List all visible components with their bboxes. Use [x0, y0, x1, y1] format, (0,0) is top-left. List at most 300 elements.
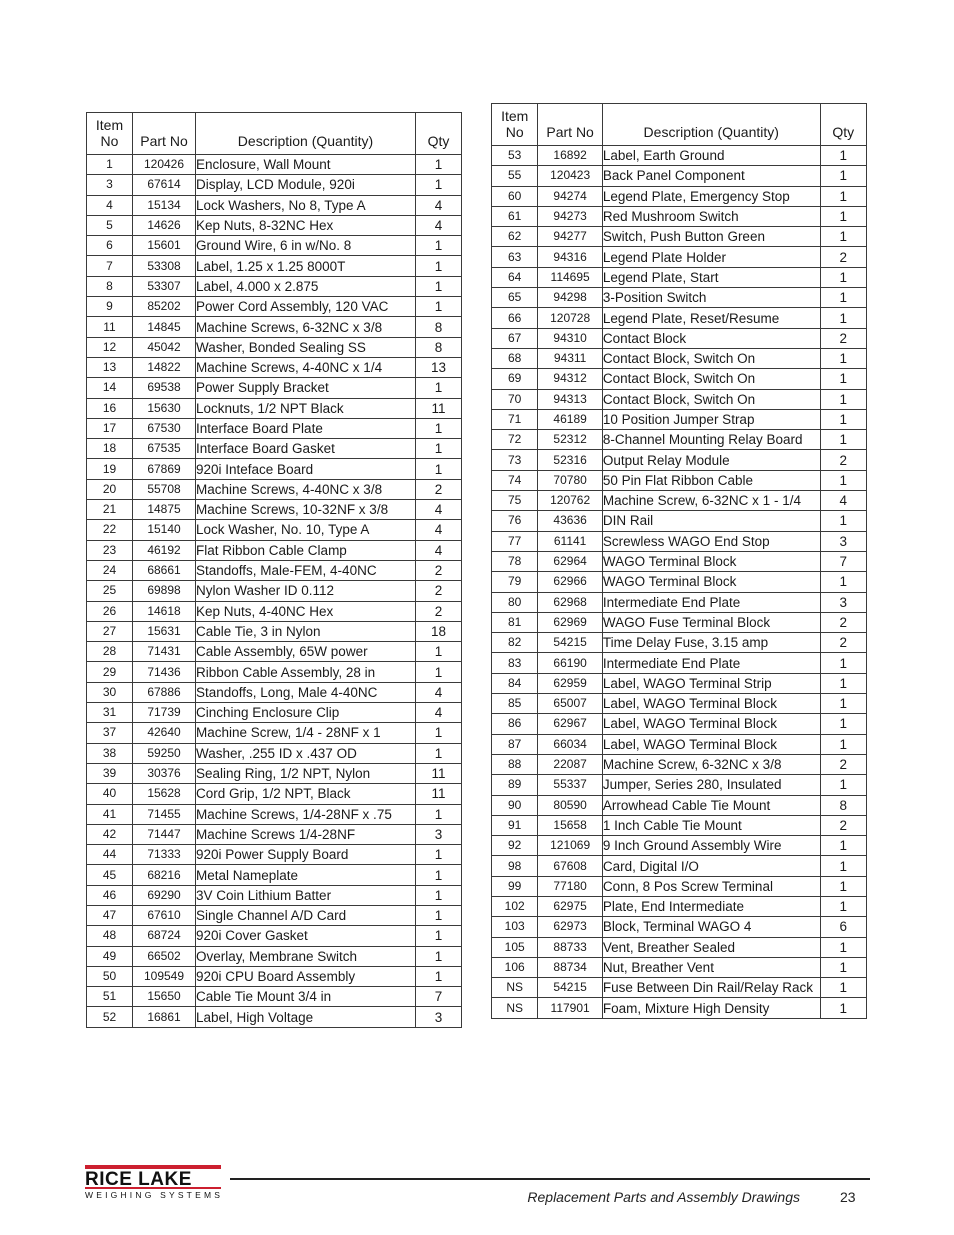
item-no-cell: 61: [492, 206, 538, 226]
item-no-cell: 24: [87, 560, 133, 580]
item-no-cell: 105: [492, 937, 538, 957]
part-no-cell: 14618: [133, 601, 196, 621]
item-no-cell: 47: [87, 905, 133, 925]
part-no-cell: 14626: [133, 215, 196, 235]
item-no-cell: 26: [87, 601, 133, 621]
table-row: [87, 703, 462, 723]
item-no-cell: 72: [492, 430, 538, 450]
table-row: [492, 957, 867, 977]
qty-cell: 8: [416, 317, 462, 337]
item-no-cell: 64: [492, 267, 538, 287]
item-no-cell: 5: [87, 215, 133, 235]
description-cell: Washer, Bonded Sealing SS: [196, 337, 416, 357]
item-no-cell: 84: [492, 673, 538, 693]
item-no-cell: 28: [87, 642, 133, 662]
part-no-cell: 67610: [133, 905, 196, 925]
item-no-cell: 7: [87, 256, 133, 276]
table-row: [492, 328, 867, 348]
description-cell: Locknuts, 1/2 NPT Black: [196, 398, 416, 418]
qty-cell: 3: [820, 531, 866, 551]
table-row: [492, 896, 867, 916]
item-no-cell: 60: [492, 186, 538, 206]
part-no-cell: 94316: [538, 247, 603, 267]
part-no-cell: 94298: [538, 288, 603, 308]
qty-cell: 4: [416, 540, 462, 560]
item-no-cell: 90: [492, 795, 538, 815]
description-cell: Card, Digital I/O: [602, 856, 820, 876]
item-no-cell: 76: [492, 511, 538, 531]
table-row: [87, 1007, 462, 1027]
item-no-cell: 50: [87, 966, 133, 986]
part-no-cell: 15630: [133, 398, 196, 418]
part-no-cell: 117901: [538, 998, 603, 1018]
description-cell: Kep Nuts, 4-40NC Hex: [196, 601, 416, 621]
qty-cell: 13: [416, 357, 462, 377]
part-no-cell: 71436: [133, 662, 196, 682]
part-no-cell: 52312: [538, 430, 603, 450]
table-row: [492, 734, 867, 754]
part-no-cell: 71333: [133, 845, 196, 865]
item-no-cell: 80: [492, 592, 538, 612]
qty-cell: 1: [416, 966, 462, 986]
item-no-cell: 44: [87, 845, 133, 865]
part-no-cell: 52316: [538, 450, 603, 470]
table-row: [87, 520, 462, 540]
part-no-cell: 71447: [133, 824, 196, 844]
qty-cell: 2: [820, 815, 866, 835]
item-no-cell: 74: [492, 470, 538, 490]
qty-cell: 2: [820, 633, 866, 653]
item-no-cell: 92: [492, 836, 538, 856]
table-row: [87, 946, 462, 966]
part-no-cell: 43636: [538, 511, 603, 531]
table-row: [87, 439, 462, 459]
part-no-cell: 120423: [538, 166, 603, 186]
description-cell: Overlay, Membrane Switch: [196, 946, 416, 966]
table-row: [87, 662, 462, 682]
item-no-cell: 45: [87, 865, 133, 885]
part-no-cell: 54215: [538, 978, 603, 998]
part-no-cell: 65007: [538, 694, 603, 714]
item-no-cell: 25: [87, 581, 133, 601]
qty-cell: 1: [820, 775, 866, 795]
part-no-cell: 15628: [133, 784, 196, 804]
description-cell: Lock Washer, No. 10, Type A: [196, 520, 416, 540]
page-number: 23: [840, 1189, 856, 1205]
part-no-cell: 120728: [538, 308, 603, 328]
qty-cell: 1: [820, 511, 866, 531]
item-no-cell: 78: [492, 551, 538, 571]
table-row: [492, 795, 867, 815]
item-no-cell: 11: [87, 317, 133, 337]
qty-cell: 1: [820, 734, 866, 754]
table-row: [87, 682, 462, 702]
item-no-cell: 102: [492, 896, 538, 916]
description-cell: Label, WAGO Terminal Block: [602, 714, 820, 734]
description-cell: Machine Screws 1/4-28NF: [196, 824, 416, 844]
item-no-cell: 48: [87, 926, 133, 946]
item-no-cell: 83: [492, 653, 538, 673]
table-row: [492, 978, 867, 998]
description-cell: WAGO Terminal Block: [602, 551, 820, 571]
qty-cell: 2: [820, 247, 866, 267]
qty-cell: 1: [416, 743, 462, 763]
part-no-cell: 15658: [538, 815, 603, 835]
table-row: [492, 694, 867, 714]
table-row: [87, 642, 462, 662]
qty-cell: 1: [820, 389, 866, 409]
col-header-desc: Description (Quantity): [196, 113, 416, 155]
item-no-cell: 66: [492, 308, 538, 328]
part-no-cell: 68724: [133, 926, 196, 946]
table-row: [492, 389, 867, 409]
part-no-cell: 62975: [538, 896, 603, 916]
description-cell: Fuse Between Din Rail/Relay Rack: [602, 978, 820, 998]
description-cell: Screwless WAGO End Stop: [602, 531, 820, 551]
description-cell: Label, WAGO Terminal Block: [602, 694, 820, 714]
table-row: [87, 236, 462, 256]
item-no-cell: 39: [87, 763, 133, 783]
description-cell: Standoffs, Long, Male 4-40NC: [196, 682, 416, 702]
part-no-cell: 69538: [133, 378, 196, 398]
description-cell: Cable Tie, 3 in Nylon: [196, 621, 416, 641]
qty-cell: 1: [820, 288, 866, 308]
qty-cell: 1: [416, 804, 462, 824]
table-row: [492, 308, 867, 328]
qty-cell: 1: [416, 256, 462, 276]
table-row: [492, 227, 867, 247]
qty-cell: 7: [416, 987, 462, 1007]
table-row: [492, 348, 867, 368]
item-no-cell: 16: [87, 398, 133, 418]
part-no-cell: 70780: [538, 470, 603, 490]
qty-cell: 1: [416, 905, 462, 925]
table-row: [492, 653, 867, 673]
qty-cell: 1: [820, 572, 866, 592]
qty-cell: 1: [416, 723, 462, 743]
item-no-cell: 73: [492, 450, 538, 470]
description-cell: Block, Terminal WAGO 4: [602, 917, 820, 937]
item-no-cell: 88: [492, 754, 538, 774]
item-no-cell: 51: [87, 987, 133, 1007]
item-no-cell: 4: [87, 195, 133, 215]
item-no-cell: 22: [87, 520, 133, 540]
table-row: [492, 450, 867, 470]
description-cell: Sealing Ring, 1/2 NPT, Nylon: [196, 763, 416, 783]
qty-cell: 1: [416, 276, 462, 296]
table-row: [492, 876, 867, 896]
description-cell: Washer, .255 ID x .437 OD: [196, 743, 416, 763]
part-no-cell: 62973: [538, 917, 603, 937]
item-no-cell: 87: [492, 734, 538, 754]
qty-cell: 4: [416, 500, 462, 520]
part-no-cell: 68661: [133, 560, 196, 580]
qty-cell: 1: [416, 642, 462, 662]
table-row: [87, 560, 462, 580]
part-no-cell: 55708: [133, 479, 196, 499]
part-no-cell: 121069: [538, 836, 603, 856]
qty-cell: 2: [820, 328, 866, 348]
table-row: [492, 409, 867, 429]
part-no-cell: 16892: [538, 146, 603, 166]
part-no-cell: 59250: [133, 743, 196, 763]
description-cell: 10 Position Jumper Strap: [602, 409, 820, 429]
description-cell: Intermediate End Plate: [602, 653, 820, 673]
footer-section-title: Replacement Parts and Assembly Drawings: [527, 1189, 800, 1205]
item-no-cell: 1: [87, 155, 133, 175]
item-no-cell: 79: [492, 572, 538, 592]
qty-cell: 1: [416, 885, 462, 905]
qty-cell: 1: [416, 926, 462, 946]
qty-cell: 8: [416, 337, 462, 357]
part-no-cell: 67614: [133, 175, 196, 195]
item-no-cell: 30: [87, 682, 133, 702]
qty-cell: 2: [820, 450, 866, 470]
description-cell: Machine Screws, 6-32NC x 3/8: [196, 317, 416, 337]
col-header-desc: Description (Quantity): [602, 104, 820, 146]
part-no-cell: 14875: [133, 500, 196, 520]
qty-cell: 4: [416, 520, 462, 540]
table-row: [492, 856, 867, 876]
qty-cell: 1: [820, 714, 866, 734]
table-row: [87, 865, 462, 885]
part-no-cell: 15601: [133, 236, 196, 256]
item-no-cell: 41: [87, 804, 133, 824]
description-cell: 920i Power Supply Board: [196, 845, 416, 865]
item-no-cell: 49: [87, 946, 133, 966]
qty-cell: 1: [820, 166, 866, 186]
table-row: [492, 288, 867, 308]
description-cell: Legend Plate, Reset/Resume: [602, 308, 820, 328]
part-no-cell: 94313: [538, 389, 603, 409]
footer-rule: [230, 1178, 870, 1180]
qty-cell: 1: [820, 653, 866, 673]
description-cell: Contact Block, Switch On: [602, 348, 820, 368]
description-cell: Red Mushroom Switch: [602, 206, 820, 226]
part-no-cell: 15650: [133, 987, 196, 1007]
part-no-cell: 85202: [133, 297, 196, 317]
qty-cell: 1: [820, 308, 866, 328]
table-row: [87, 845, 462, 865]
item-no-cell: 82: [492, 633, 538, 653]
table-row: [492, 592, 867, 612]
table-row: [87, 966, 462, 986]
part-no-cell: 62959: [538, 673, 603, 693]
table-header-row: [492, 104, 867, 146]
part-no-cell: 46189: [538, 409, 603, 429]
description-cell: 3V Coin Lithium Batter: [196, 885, 416, 905]
description-cell: Cord Grip, 1/2 NPT, Black: [196, 784, 416, 804]
table-row: [492, 754, 867, 774]
part-no-cell: 62968: [538, 592, 603, 612]
table-header-row: [87, 113, 462, 155]
part-no-cell: 94273: [538, 206, 603, 226]
item-no-cell: 6: [87, 236, 133, 256]
item-no-cell: 69: [492, 369, 538, 389]
description-cell: WAGO Fuse Terminal Block: [602, 612, 820, 632]
table-row: [87, 601, 462, 621]
item-no-cell: NS: [492, 978, 538, 998]
description-cell: Interface Board Gasket: [196, 439, 416, 459]
qty-cell: 3: [820, 592, 866, 612]
part-no-cell: 42640: [133, 723, 196, 743]
qty-cell: 1: [820, 998, 866, 1018]
table-row: [87, 297, 462, 317]
table-row: [87, 804, 462, 824]
qty-cell: 1: [820, 978, 866, 998]
qty-cell: 2: [820, 612, 866, 632]
table-row: [87, 357, 462, 377]
item-no-cell: 86: [492, 714, 538, 734]
description-cell: Label, 4.000 x 2.875: [196, 276, 416, 296]
qty-cell: 2: [416, 601, 462, 621]
col-header-item: Item No: [492, 104, 538, 146]
table-row: [87, 723, 462, 743]
part-no-cell: 120426: [133, 155, 196, 175]
qty-cell: 1: [820, 348, 866, 368]
qty-cell: 1: [820, 856, 866, 876]
item-no-cell: 75: [492, 491, 538, 511]
description-cell: Legend Plate Holder: [602, 247, 820, 267]
part-no-cell: 69898: [133, 581, 196, 601]
part-no-cell: 67869: [133, 459, 196, 479]
description-cell: Label, 1.25 x 1.25 8000T: [196, 256, 416, 276]
table-row: [492, 430, 867, 450]
description-cell: Arrowhead Cable Tie Mount: [602, 795, 820, 815]
description-cell: Label, WAGO Terminal Strip: [602, 673, 820, 693]
item-no-cell: 13: [87, 357, 133, 377]
qty-cell: 7: [820, 551, 866, 571]
part-no-cell: 88733: [538, 937, 603, 957]
description-cell: Cable Assembly, 65W power: [196, 642, 416, 662]
item-no-cell: 70: [492, 389, 538, 409]
qty-cell: 1: [820, 267, 866, 287]
item-no-cell: 18: [87, 439, 133, 459]
description-cell: 1 Inch Cable Tie Mount: [602, 815, 820, 835]
item-no-cell: 38: [87, 743, 133, 763]
item-no-cell: 12: [87, 337, 133, 357]
description-cell: 50 Pin Flat Ribbon Cable: [602, 470, 820, 490]
qty-cell: 1: [416, 946, 462, 966]
description-cell: Jumper, Series 280, Insulated: [602, 775, 820, 795]
part-no-cell: 53308: [133, 256, 196, 276]
part-no-cell: 109549: [133, 966, 196, 986]
description-cell: Switch, Push Button Green: [602, 227, 820, 247]
qty-cell: 1: [416, 845, 462, 865]
part-no-cell: 45042: [133, 337, 196, 357]
item-no-cell: 27: [87, 621, 133, 641]
table-row: [492, 267, 867, 287]
qty-cell: 1: [820, 227, 866, 247]
part-no-cell: 67530: [133, 418, 196, 438]
description-cell: WAGO Terminal Block: [602, 572, 820, 592]
part-no-cell: 94274: [538, 186, 603, 206]
description-cell: 9 Inch Ground Assembly Wire: [602, 836, 820, 856]
part-no-cell: 22087: [538, 754, 603, 774]
part-no-cell: 67608: [538, 856, 603, 876]
description-cell: Contact Block, Switch On: [602, 369, 820, 389]
description-cell: Single Channel A/D Card: [196, 905, 416, 925]
item-no-cell: 55: [492, 166, 538, 186]
part-no-cell: 55337: [538, 775, 603, 795]
item-no-cell: 21: [87, 500, 133, 520]
description-cell: Label, Earth Ground: [602, 146, 820, 166]
description-cell: Label, WAGO Terminal Block: [602, 734, 820, 754]
item-no-cell: 19: [87, 459, 133, 479]
description-cell: Standoffs, Male-FEM, 4-40NC: [196, 560, 416, 580]
part-no-cell: 94311: [538, 348, 603, 368]
part-no-cell: 66034: [538, 734, 603, 754]
table-row: [492, 206, 867, 226]
description-cell: Ground Wire, 6 in w/No. 8: [196, 236, 416, 256]
item-no-cell: 67: [492, 328, 538, 348]
rice-lake-logo: [85, 1165, 225, 1203]
description-cell: Time Delay Fuse, 3.15 amp: [602, 633, 820, 653]
qty-cell: 11: [416, 784, 462, 804]
qty-cell: 1: [820, 957, 866, 977]
table-row: [87, 479, 462, 499]
qty-cell: 3: [416, 824, 462, 844]
table-row: [492, 775, 867, 795]
description-cell: Kep Nuts, 8-32NC Hex: [196, 215, 416, 235]
part-no-cell: 80590: [538, 795, 603, 815]
item-no-cell: 81: [492, 612, 538, 632]
part-no-cell: 77180: [538, 876, 603, 896]
description-cell: Conn, 8 Pos Screw Terminal: [602, 876, 820, 896]
qty-cell: 1: [416, 155, 462, 175]
item-no-cell: 62: [492, 227, 538, 247]
qty-cell: 1: [820, 694, 866, 714]
qty-cell: 11: [416, 398, 462, 418]
part-no-cell: 67886: [133, 682, 196, 702]
qty-cell: 1: [416, 459, 462, 479]
description-cell: Nut, Breather Vent: [602, 957, 820, 977]
qty-cell: 2: [416, 479, 462, 499]
qty-cell: 3: [416, 1007, 462, 1027]
description-cell: Plate, End Intermediate: [602, 896, 820, 916]
description-cell: Enclosure, Wall Mount: [196, 155, 416, 175]
table-row: [492, 998, 867, 1018]
col-header-part: Part No: [133, 113, 196, 155]
part-no-cell: 94312: [538, 369, 603, 389]
description-cell: Metal Nameplate: [196, 865, 416, 885]
table-row: [87, 418, 462, 438]
table-row: [492, 612, 867, 632]
item-no-cell: 99: [492, 876, 538, 896]
qty-cell: 1: [820, 876, 866, 896]
description-cell: Legend Plate, Emergency Stop: [602, 186, 820, 206]
part-no-cell: 114695: [538, 267, 603, 287]
table-row: [87, 459, 462, 479]
qty-cell: 1: [416, 175, 462, 195]
qty-cell: 1: [820, 206, 866, 226]
table-row: [87, 215, 462, 235]
table-row: [87, 195, 462, 215]
item-no-cell: 89: [492, 775, 538, 795]
description-cell: Display, LCD Module, 920i: [196, 175, 416, 195]
part-no-cell: 46192: [133, 540, 196, 560]
description-cell: Machine Screw, 6-32NC x 3/8: [602, 754, 820, 774]
part-no-cell: 15134: [133, 195, 196, 215]
table-row: [492, 491, 867, 511]
item-no-cell: 68: [492, 348, 538, 368]
description-cell: Machine Screw, 6-32NC x 1 - 1/4: [602, 491, 820, 511]
qty-cell: 1: [416, 662, 462, 682]
qty-cell: 2: [416, 560, 462, 580]
table-row: [492, 166, 867, 186]
item-no-cell: 106: [492, 957, 538, 977]
qty-cell: 4: [416, 215, 462, 235]
